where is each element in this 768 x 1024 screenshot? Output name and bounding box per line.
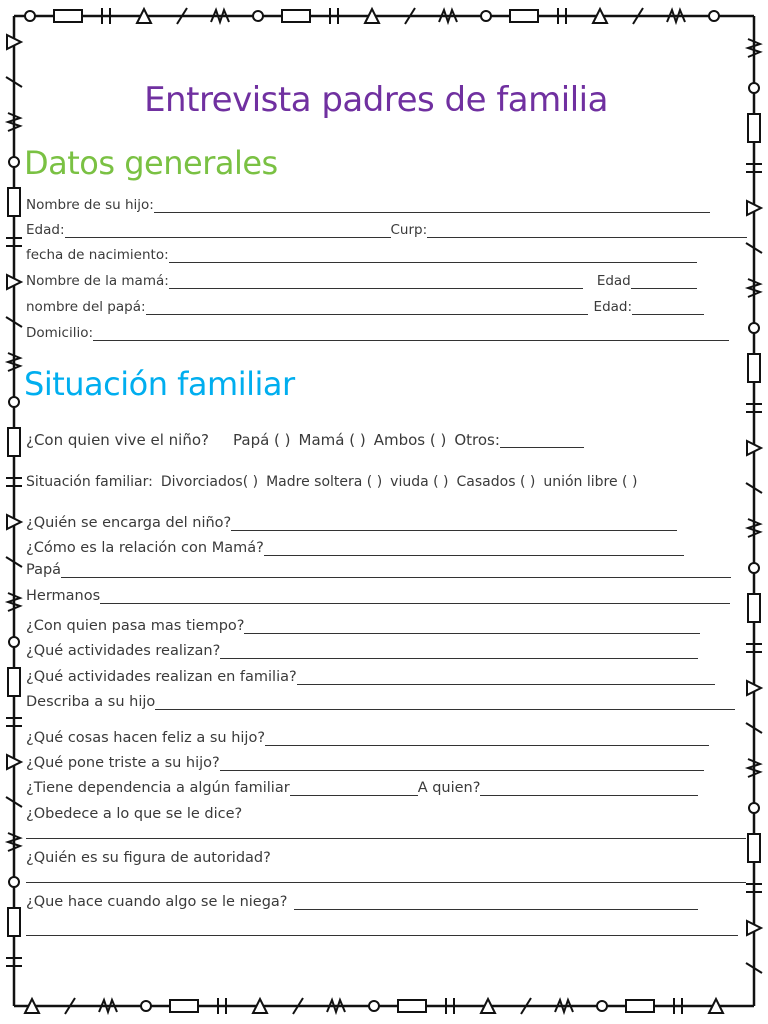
relation-mom-field[interactable] bbox=[264, 542, 684, 556]
sad-label: ¿Qué pone triste a su hijo? bbox=[26, 755, 220, 771]
dependence-row bbox=[26, 778, 698, 796]
mother-name-field[interactable] bbox=[169, 275, 583, 289]
option-ambos[interactable]: Ambos ( ) bbox=[373, 431, 447, 449]
relation-dad-row bbox=[26, 560, 731, 578]
child-name-row bbox=[26, 195, 710, 213]
sad-row bbox=[26, 753, 704, 771]
denied-label: ¿Que hace cuando algo se le niega? bbox=[26, 894, 288, 910]
describe-label: Describa a su hijo bbox=[26, 694, 156, 710]
section-general-heading: Datos generales bbox=[24, 144, 278, 182]
interview-form bbox=[26, 60, 746, 1010]
obeys-answer-line[interactable] bbox=[26, 838, 746, 839]
activities-field[interactable] bbox=[220, 645, 698, 659]
obeys-label: ¿Obedece a lo que se le dice? bbox=[26, 806, 243, 822]
address-row bbox=[26, 323, 729, 341]
denied-row bbox=[26, 892, 698, 910]
address-label: Domicilio: bbox=[26, 325, 94, 341]
option-viuda[interactable]: viuda ( ) bbox=[390, 474, 449, 490]
birth-date-row bbox=[26, 245, 697, 263]
caretaker-label: ¿Quién se encarga del niño? bbox=[26, 515, 232, 531]
happy-row bbox=[26, 728, 709, 746]
describe-row bbox=[26, 692, 735, 710]
curp-field[interactable] bbox=[427, 224, 747, 238]
option-divorciados[interactable]: Divorciados( ) bbox=[160, 474, 259, 490]
authority-label: ¿Quién es su figura de autoridad? bbox=[26, 850, 271, 866]
option-mama[interactable]: Mamá ( ) bbox=[298, 431, 366, 449]
family-activities-row bbox=[26, 667, 715, 685]
option-otros: Otros: bbox=[454, 431, 500, 449]
dependence-label: ¿Tiene dependencia a algún familiar bbox=[26, 780, 290, 796]
authority-answer-line[interactable] bbox=[26, 882, 746, 883]
happy-label: ¿Qué cosas hacen feliz a su hijo? bbox=[26, 730, 266, 746]
activities-row bbox=[26, 641, 698, 659]
father-age-field[interactable] bbox=[632, 301, 704, 315]
most-time-row bbox=[26, 616, 700, 634]
option-papa[interactable]: Papá ( ) bbox=[233, 431, 291, 449]
sad-field[interactable] bbox=[220, 757, 704, 771]
obeys-row bbox=[26, 804, 242, 822]
mother-age-field[interactable] bbox=[631, 275, 697, 289]
option-casados[interactable]: Casados ( ) bbox=[456, 474, 536, 490]
curp-label: Curp: bbox=[390, 222, 428, 238]
father-name-label: nombre del papá: bbox=[26, 299, 146, 315]
father-name-field[interactable] bbox=[146, 301, 588, 315]
activities-label: ¿Qué actividades realizan? bbox=[26, 643, 221, 659]
relation-dad-label: Papá bbox=[26, 562, 62, 578]
who-field[interactable] bbox=[480, 782, 698, 796]
age-field[interactable] bbox=[65, 224, 391, 238]
dependence-field[interactable] bbox=[290, 782, 418, 796]
relation-dad-field[interactable] bbox=[61, 564, 731, 578]
relation-mom-label: ¿Cómo es la relación con Mamá? bbox=[26, 540, 264, 556]
relation-mom-row bbox=[26, 538, 684, 556]
mother-name-label: Nombre de la mamá: bbox=[26, 273, 169, 289]
age-label: Edad: bbox=[26, 222, 65, 238]
happy-field[interactable] bbox=[265, 732, 709, 746]
caretaker-field[interactable] bbox=[231, 517, 677, 531]
caretaker-row bbox=[26, 513, 677, 531]
section-family-heading: Situación familiar bbox=[24, 365, 295, 403]
mother-age-label: Edad bbox=[596, 273, 631, 289]
child-name-label: Nombre de su hijo: bbox=[26, 197, 154, 213]
father-row bbox=[26, 297, 704, 315]
father-age-label: Edad: bbox=[593, 299, 633, 315]
who-label: A quien? bbox=[417, 780, 481, 796]
family-activities-label: ¿Qué actividades realizan en familia? bbox=[26, 669, 297, 685]
most-time-label: ¿Con quien pasa mas tiempo? bbox=[26, 618, 245, 634]
lives-with-row bbox=[26, 430, 584, 448]
birth-date-field[interactable] bbox=[169, 249, 697, 263]
relation-siblings-label: Hermanos bbox=[26, 588, 101, 604]
relation-siblings-row bbox=[26, 586, 730, 604]
relation-siblings-field[interactable] bbox=[100, 590, 730, 604]
lives-with-label: ¿Con quien vive el niño? bbox=[26, 431, 209, 449]
option-madre-soltera[interactable]: Madre soltera ( ) bbox=[266, 474, 383, 490]
option-union-libre[interactable]: unión libre ( ) bbox=[543, 474, 638, 490]
page-title: Entrevista padres de familia bbox=[144, 80, 608, 120]
birth-date-label: fecha de nacimiento: bbox=[26, 247, 169, 263]
denied-answer-line[interactable] bbox=[26, 935, 738, 936]
situation-label: Situación familiar: bbox=[26, 474, 153, 490]
otros-field[interactable] bbox=[500, 434, 584, 448]
child-name-field[interactable] bbox=[154, 199, 710, 213]
mother-row bbox=[26, 271, 697, 289]
family-activities-field[interactable] bbox=[297, 671, 715, 685]
describe-field[interactable] bbox=[155, 696, 735, 710]
situation-row bbox=[26, 472, 637, 490]
denied-field[interactable] bbox=[294, 896, 698, 910]
authority-row bbox=[26, 848, 271, 866]
address-field[interactable] bbox=[93, 327, 729, 341]
age-curp-row bbox=[26, 220, 747, 238]
most-time-field[interactable] bbox=[244, 620, 700, 634]
